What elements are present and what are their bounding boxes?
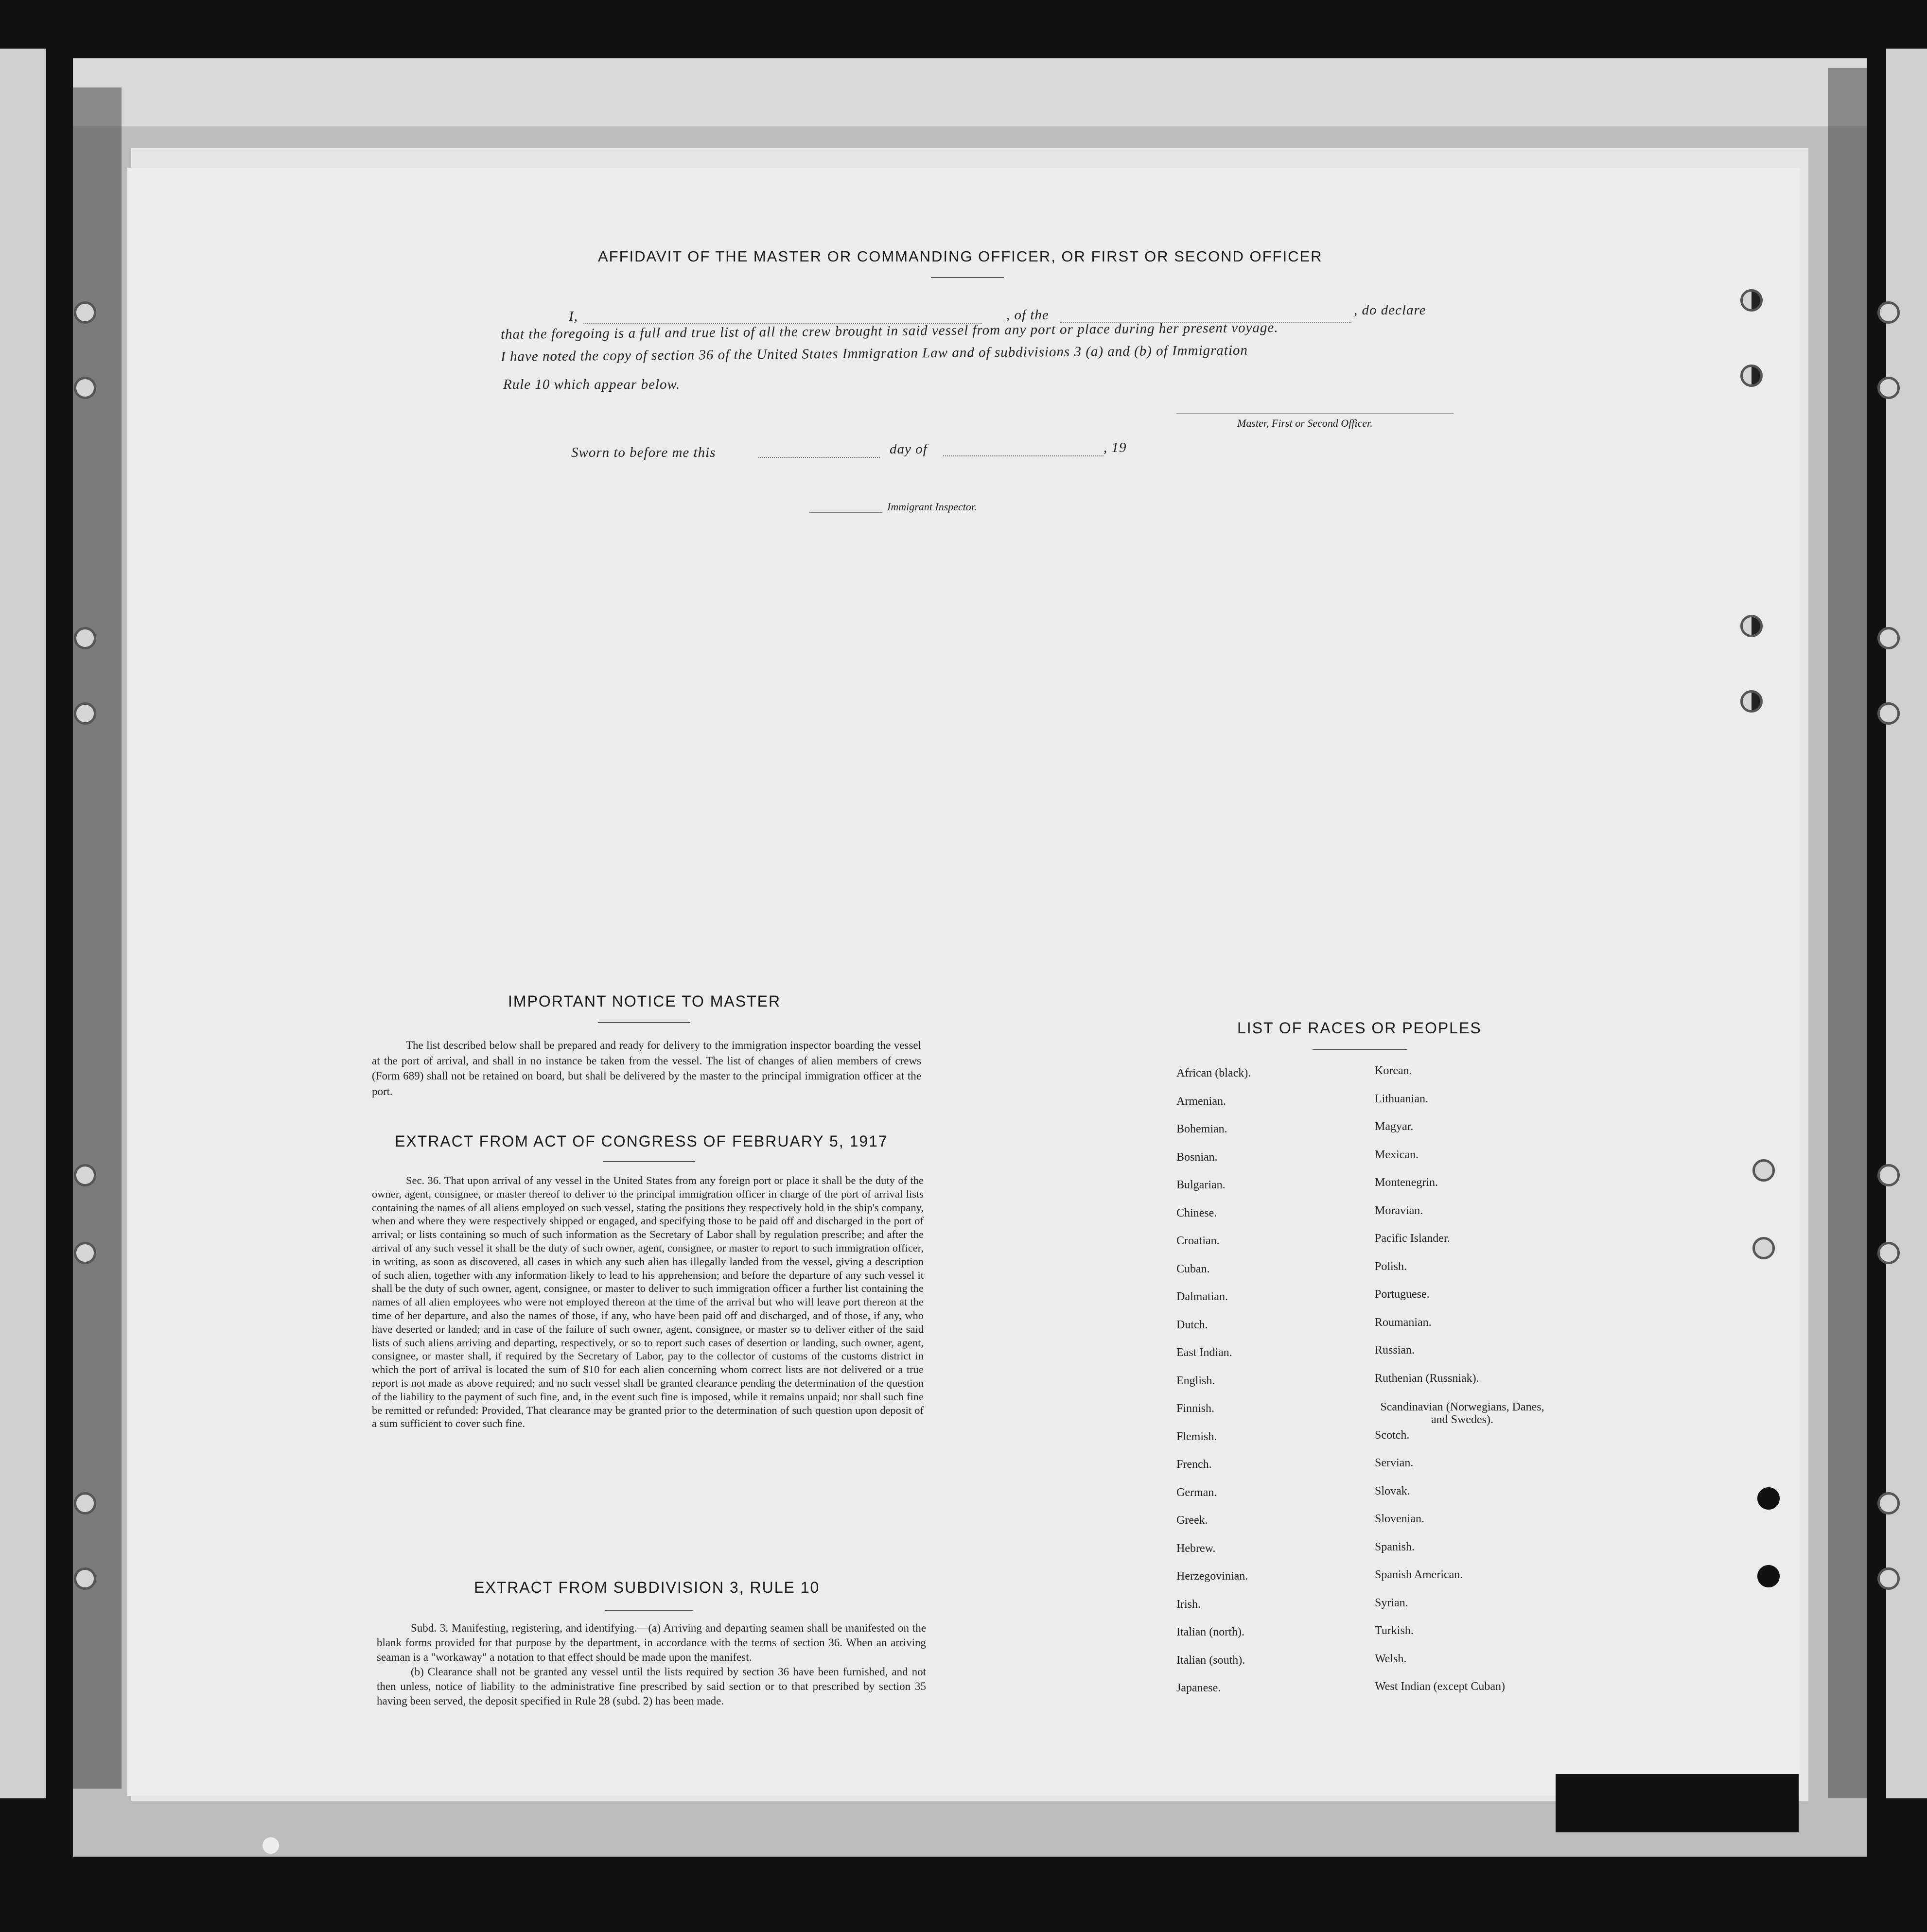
- binder-hole: [1877, 702, 1900, 725]
- affidavit-of-the: , of the: [1006, 307, 1049, 323]
- year-text: , 19: [1104, 440, 1127, 455]
- race-item: Italian (south).: [1176, 1654, 1245, 1667]
- race-item: Turkish.: [1375, 1624, 1414, 1637]
- subd-3b-paragraph: (b) Clearance shall not be granted any vessel until the lists required by section 36 have been furnished, and not then unless, notice of liability to the administrative fine prescribed by said section or to that prescribed by section 35 having been served, the deposit specified in Rule 28 (subd. 2) has been made.: [377, 1666, 926, 1707]
- races-title: LIST OF RACES OR PEOPLES: [1237, 1019, 1482, 1037]
- binder-hole: [1757, 1487, 1780, 1510]
- binder-hole: [74, 301, 96, 324]
- race-item: Croatian.: [1176, 1235, 1220, 1247]
- race-item: African (black).: [1176, 1067, 1251, 1079]
- race-item: Magyar.: [1375, 1120, 1414, 1133]
- race-item: Dalmatian.: [1176, 1290, 1228, 1303]
- race-item: Scandinavian (Norwegians, Danes, and Swedes).: [1380, 1401, 1544, 1426]
- notice-paragraph: The list described below shall be prepared and ready for delivery to the immigration inspector boarding the vessel at the port of arrival, and shall in no instance be taken from the vessel. The list of changes of alien members of crews (Form 689) shall not be retained on board, but shall be delivered by the master to the principal immigration officer at the port.: [372, 1039, 921, 1097]
- binder-hole: [1877, 1492, 1900, 1514]
- affidavit-i: I,: [569, 309, 578, 324]
- race-item: Russian.: [1375, 1344, 1415, 1357]
- notice-title: IMPORTANT NOTICE TO MASTER: [508, 992, 781, 1010]
- binder-hole: [74, 377, 96, 399]
- binder-hole: [74, 1567, 96, 1590]
- subd-3a-paragraph: Subd. 3. Manifesting, registering, and identifying.—(a) Arriving and departing seamen shall be manifested on the blank forms provided for that purpose by the department, in accordance with the terms of section 36. When an arriving seaman is a "workaway" a notation to that effect should be made upon the manifest.: [377, 1622, 926, 1663]
- race-item: Italian (north).: [1176, 1626, 1244, 1638]
- races-column-2: [1375, 1064, 1550, 1708]
- affidavit-title-rule: [931, 277, 1004, 278]
- race-item: Chinese.: [1176, 1206, 1217, 1219]
- race-item: Lithuanian.: [1375, 1092, 1428, 1105]
- race-item: Scotch.: [1375, 1428, 1410, 1442]
- race-item: Syrian.: [1375, 1596, 1408, 1609]
- torn-edge: [1556, 1774, 1799, 1832]
- binder-hole: [1752, 1237, 1775, 1259]
- signature-blank[interactable]: [1176, 412, 1454, 414]
- sworn-text: Sworn to before me this: [571, 445, 716, 460]
- race-item: East Indian.: [1176, 1346, 1232, 1359]
- race-item: Herzegovinian.: [1176, 1570, 1248, 1583]
- affidavit-line-4: Rule 10 which appear below.: [503, 377, 680, 392]
- race-item: Montenegrin.: [1375, 1176, 1438, 1189]
- extract-rule-title: EXTRACT FROM SUBDIVISION 3, RULE 10: [474, 1579, 820, 1596]
- race-item: Dutch.: [1176, 1318, 1208, 1331]
- race-item: Bosnian.: [1176, 1150, 1218, 1164]
- binder-hole: [1740, 365, 1763, 387]
- race-item: Greek.: [1176, 1514, 1208, 1527]
- day-of-text: day of: [890, 441, 928, 457]
- race-item: French.: [1176, 1458, 1212, 1471]
- adjacent-page-left: [0, 49, 46, 1798]
- race-item: Moravian.: [1375, 1204, 1423, 1217]
- binder-hole: [1757, 1565, 1780, 1587]
- race-item: Korean.: [1375, 1064, 1412, 1077]
- race-item: Spanish.: [1375, 1540, 1415, 1553]
- film-spot: [263, 1837, 279, 1854]
- binder-hole: [1752, 1159, 1775, 1182]
- race-item: Hebrew.: [1176, 1542, 1216, 1555]
- sworn-day-blank[interactable]: [758, 456, 880, 458]
- extract-act-title: EXTRACT FROM ACT OF CONGRESS OF FEBRUARY 5, 1917: [395, 1132, 888, 1150]
- race-item: Portuguese.: [1375, 1288, 1430, 1301]
- race-item: Armenian.: [1176, 1095, 1226, 1108]
- extract-act-rule: [603, 1161, 695, 1162]
- affidavit-declare: , do declare: [1354, 302, 1426, 318]
- inspector-label: Immigrant Inspector.: [887, 501, 977, 513]
- affidavit-title: AFFIDAVIT OF THE MASTER OR COMMANDING OFFICER, OR FIRST OR SECOND OFFICER: [598, 248, 1323, 265]
- affidavit-line-2: that the foregoing is a full and true list of all the crew brought in said vessel from any port or place during her present voyage.: [500, 320, 1279, 342]
- binder-hole: [1740, 690, 1763, 713]
- binder-hole: [1877, 377, 1900, 399]
- binder-hole: [74, 702, 96, 725]
- binder-hole: [1740, 615, 1763, 637]
- race-item: Pacific Islander.: [1375, 1232, 1450, 1245]
- race-item: West Indian (except Cuban): [1375, 1680, 1505, 1693]
- notice-title-rule: [598, 1022, 690, 1023]
- inspector-blank[interactable]: [809, 511, 882, 513]
- race-item: Slovak.: [1375, 1484, 1410, 1497]
- extract-act-body: [372, 1174, 924, 1430]
- sworn-month-blank[interactable]: [943, 454, 1104, 456]
- signature-label: Master, First or Second Officer.: [1237, 417, 1373, 429]
- race-item: Flemish.: [1176, 1430, 1217, 1443]
- extract-rule-rule: [605, 1610, 693, 1611]
- frame-shadow-left: [73, 87, 122, 1789]
- binder-hole: [1877, 627, 1900, 649]
- frame-shadow-right: [1828, 68, 1867, 1798]
- race-item: German.: [1176, 1486, 1217, 1499]
- binder-hole: [1740, 289, 1763, 312]
- binder-hole: [1877, 1164, 1900, 1186]
- affidavit-line-3: I have noted the copy of section 36 of the United States Immigration Law and of subdivisions 3 (a) and (b) of Immigration: [500, 342, 1248, 365]
- race-item: Finnish.: [1176, 1402, 1215, 1415]
- races-column-1: [1176, 1067, 1251, 1710]
- binder-hole: [1877, 1242, 1900, 1264]
- binder-hole: [74, 1492, 96, 1514]
- race-item: Bulgarian.: [1176, 1179, 1226, 1191]
- race-item: Polish.: [1375, 1260, 1407, 1273]
- section-36-paragraph: Sec. 36. That upon arrival of any vessel in the United States from any foreign port or place it shall be the duty of the owner, agent, consignee, or master thereof to deliver to the principal immigration officer in charge of the port of arrival lists containing the names of all aliens employed on such vessel, stating the positions they respectively hold in the ship's company, when and where they were respectively shipped or engaged, and specifying those to be paid off and discharged in the port of arrival; or lists containing so much of such information as the Secretary of Labor shall by regulation prescribe; and after the arrival of any such vessel it shall be the duty of such owner, agent, consignee, or master to report to such immigration officer, in writing, as soon as discovered, all cases in which any such alien has illegally landed from the vessel, giving a description of such alien, together with any information likely to lead to his apprehension; and before the departure of any such vessel it shall be the duty of such owner, agent, consignee, or master to deliver to such immigration officer a further list containing the names of all alien employees who were not employed thereon at the time of the arrival but who will leave port thereon at the time of her departure, and also the names of those, if any, who have been paid off and discharged, and of those, if any, who have deserted or landed; and in case of the failure of such owner, agent, consignee, or master so to deliver either of the said lists of such aliens arriving and departing, respectively, or so to report such cases of desertion or landing, such owner, agent, consignee, or master shall, if required by the Secretary of Labor, pay to the collector of customs of the customs district in which the port of arrival is located the sum of $10 for each alien concerning whom correct lists are not delivered or a true report is not made as above required; and no such vessel shall be granted clearance pending the determination of the question of the liability to the payment of such fine, and, in the event such fine is imposed, while it remains unpaid; nor shall such fine be remitted or refunded: Provided, That clearance may be granted prior to the determination of such question upon deposit of a sum sufficient to cover such fine.: [372, 1174, 924, 1430]
- binder-hole: [1877, 1567, 1900, 1590]
- race-item: Ruthenian (Russniak).: [1375, 1372, 1479, 1385]
- race-item: Irish.: [1176, 1598, 1201, 1611]
- extract-rule-body: [377, 1621, 926, 1708]
- race-item: Spanish American.: [1375, 1568, 1463, 1581]
- binder-hole: [1877, 301, 1900, 324]
- binder-hole: [74, 627, 96, 649]
- race-item: Welsh.: [1375, 1652, 1407, 1665]
- race-item: Mexican.: [1375, 1148, 1419, 1161]
- races-title-rule: [1313, 1049, 1407, 1050]
- race-item: Slovenian.: [1375, 1513, 1424, 1525]
- race-item: Japanese.: [1176, 1682, 1221, 1694]
- binder-hole: [74, 1164, 96, 1186]
- race-item: English.: [1176, 1374, 1215, 1387]
- scan-frame-top: [73, 58, 1867, 126]
- race-item: Roumanian.: [1375, 1316, 1432, 1329]
- binder-hole: [74, 1242, 96, 1264]
- notice-body: [372, 1038, 921, 1099]
- race-item: Cuban.: [1176, 1262, 1210, 1275]
- race-item: Bohemian.: [1176, 1123, 1227, 1135]
- race-item: Servian.: [1375, 1457, 1414, 1469]
